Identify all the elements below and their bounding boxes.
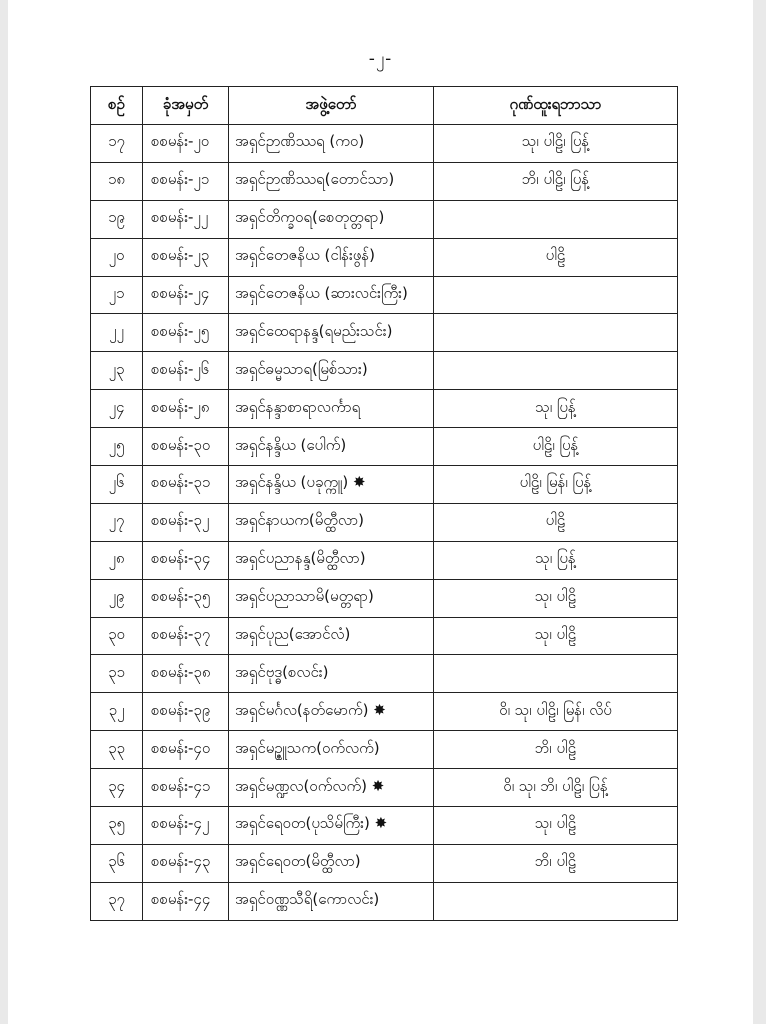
serial-cell: ၃၄ [91,769,143,807]
table-row [91,807,678,845]
name-cell: အရှင်တေဇနိယ (ငါန်းဖွန်) [229,238,434,276]
name-cell: အရှင်မဏ္ဍလ(ဝက်လက်) ✸ [229,769,434,807]
distinction-cell: ဘိ၊ ပါဠိ [434,844,678,882]
distinction-cell [434,882,678,920]
table-row [91,617,678,655]
serial-cell: ၃၁ [91,655,143,693]
serial-cell: ၂၂ [91,314,143,352]
name-cell: အရှင်ဉာဏိဿရ(တောင်သာ) [229,162,434,200]
table-row [91,314,678,352]
table-row [91,731,678,769]
serial-cell: ၂၅ [91,428,143,466]
table-row [91,200,678,238]
distinction-cell: သု၊ ပါဠိ၊ ပြန့် [434,125,678,163]
seat-number-cell: စစမန်း-၂၁ [143,162,229,200]
seat-number-cell: စစမန်း-၃၉ [143,693,229,731]
distinction-cell: ပါဠိ [434,238,678,276]
serial-cell: ၁၇ [91,125,143,163]
table-row [91,428,678,466]
name-cell: အရှင်နန္ဒိယ (ပခုက္ကူ) ✸ [229,466,434,504]
table-row [91,655,678,693]
seat-number-cell: စစမန်း-၂၂ [143,200,229,238]
table-row [91,844,678,882]
serial-cell: ၂၈ [91,541,143,579]
name-cell: အရှင်ပညာနန္ဒ(မိတ္ထီလာ) [229,541,434,579]
name-cell: အရှင်ဗုဒ္ဓ(စလင်း) [229,655,434,693]
serial-cell: ၃၀ [91,617,143,655]
document-page [8,0,753,1024]
name-cell: အရှင်နာယက(မိတ္ထီလာ) [229,503,434,541]
results-table [90,86,678,921]
serial-cell: ၃၃ [91,731,143,769]
seat-number-cell: စစမန်း-၃၅ [143,579,229,617]
seat-number-cell: စစမန်း-၂၅ [143,314,229,352]
distinction-cell: သု၊ ပါဠိ [434,807,678,845]
distinction-cell [434,200,678,238]
distinction-cell: ပါဠိ [434,503,678,541]
seat-number-cell: စစမန်း-၃၇ [143,617,229,655]
table-row [91,579,678,617]
serial-cell: ၂၀ [91,238,143,276]
distinction-cell: ပါဠိ၊ ပြန့် [434,428,678,466]
serial-cell: ၃၆ [91,844,143,882]
distinction-cell: ဝိ၊ သု၊ ပါဠိ၊ မြန်၊ လိပ် [434,693,678,731]
header-name: အဖွဲ့တော် [229,87,434,125]
name-cell: အရှင်ထေရာနန္ဒ(ရမည်းသင်း) [229,314,434,352]
seat-number-cell: စစမန်း-၃၂ [143,503,229,541]
seat-number-cell: စစမန်း-၂၄ [143,276,229,314]
table-header-row [91,87,678,125]
table-row [91,238,678,276]
table-row [91,503,678,541]
name-cell: အရှင်ဉာဏိဿရ (ကဝ) [229,125,434,163]
seat-number-cell: စစမန်း-၄၂ [143,807,229,845]
table-row [91,693,678,731]
distinction-cell: ဘိ၊ ပါဠိ [434,731,678,769]
serial-cell: ၃၇ [91,882,143,920]
page-number: -၂- [368,49,393,69]
distinction-cell: သု၊ ပြန့် [434,541,678,579]
distinction-cell: ဘိ၊ ပါဠိ၊ ပြန့် [434,162,678,200]
name-cell: အရှင်ပညာသာမိ(မတ္တရာ) [229,579,434,617]
header-seat-number: ခုံအမှတ် [143,87,229,125]
name-cell: အရှင်နန္ဒိယ (ပေါက်) [229,428,434,466]
table-row [91,162,678,200]
distinction-cell: သု၊ ပြန့် [434,390,678,428]
seat-number-cell: စစမန်း-၄၄ [143,882,229,920]
serial-cell: ၂၁ [91,276,143,314]
distinction-cell: ပါဠိ၊ မြန်၊ ပြန့် [434,466,678,504]
table-row [91,541,678,579]
name-cell: အရှင်မဥ္ဇူသက(ဝက်လက်) [229,731,434,769]
name-cell: အရှင်တေဇနိယ (ဆားလင်းကြီး) [229,276,434,314]
serial-cell: ၁၈ [91,162,143,200]
distinction-cell: သု၊ ပါဠိ [434,579,678,617]
table-row [91,352,678,390]
table-row [91,769,678,807]
seat-number-cell: စစမန်း-၄၀ [143,731,229,769]
serial-cell: ၂၃ [91,352,143,390]
name-cell: အရှင်မင်္ဂလ(နတ်မောက်) ✸ [229,693,434,731]
header-distinction-subjects: ဂုဏ်ထူးရဘာသာ [434,87,678,125]
seat-number-cell: စစမန်း-၄၁ [143,769,229,807]
serial-cell: ၂၄ [91,390,143,428]
name-cell: အရှင်တိက္ခဝရ(စေတုတ္တရာ) [229,200,434,238]
distinction-cell [434,352,678,390]
distinction-cell [434,314,678,352]
table-row [91,882,678,920]
name-cell: အရှင်ရေဝတ(ပုသိမ်ကြီး) ✸ [229,807,434,845]
serial-cell: ၂၇ [91,503,143,541]
name-cell: အရှင်ပုည(အောင်လံ) [229,617,434,655]
seat-number-cell: စစမန်း-၃၈ [143,655,229,693]
serial-cell: ၃၂ [91,693,143,731]
name-cell: အရှင်နန္ဒာစာရာလင်္ကာရ [229,390,434,428]
seat-number-cell: စစမန်း-၃၄ [143,541,229,579]
seat-number-cell: စစမန်း-၄၃ [143,844,229,882]
distinction-cell [434,276,678,314]
seat-number-cell: စစမန်း-၂၀ [143,125,229,163]
table-row [91,276,678,314]
serial-cell: ၃၅ [91,807,143,845]
distinction-cell: ဝိ၊ သု၊ ဘိ၊ ပါဠိ၊ ပြန့် [434,769,678,807]
seat-number-cell: စစမန်း-၂၈ [143,390,229,428]
seat-number-cell: စစမန်း-၂၃ [143,238,229,276]
serial-cell: ၁၉ [91,200,143,238]
seat-number-cell: စစမန်း-၂၆ [143,352,229,390]
table-row [91,466,678,504]
table-row [91,390,678,428]
header-serial: စဉ် [91,87,143,125]
serial-cell: ၂၆ [91,466,143,504]
table-row [91,125,678,163]
distinction-cell [434,655,678,693]
serial-cell: ၂၉ [91,579,143,617]
distinction-cell: သု၊ ပါဠိ [434,617,678,655]
seat-number-cell: စစမန်း-၃၀ [143,428,229,466]
name-cell: အရှင်ဝဏ္ဏသီရိ(ကောလင်း) [229,882,434,920]
name-cell: အရှင်ဓမ္မသာရ(မြစ်သား) [229,352,434,390]
seat-number-cell: စစမန်း-၃၁ [143,466,229,504]
name-cell: အရှင်ရေဝတ(မိတ္ထီလာ) [229,844,434,882]
